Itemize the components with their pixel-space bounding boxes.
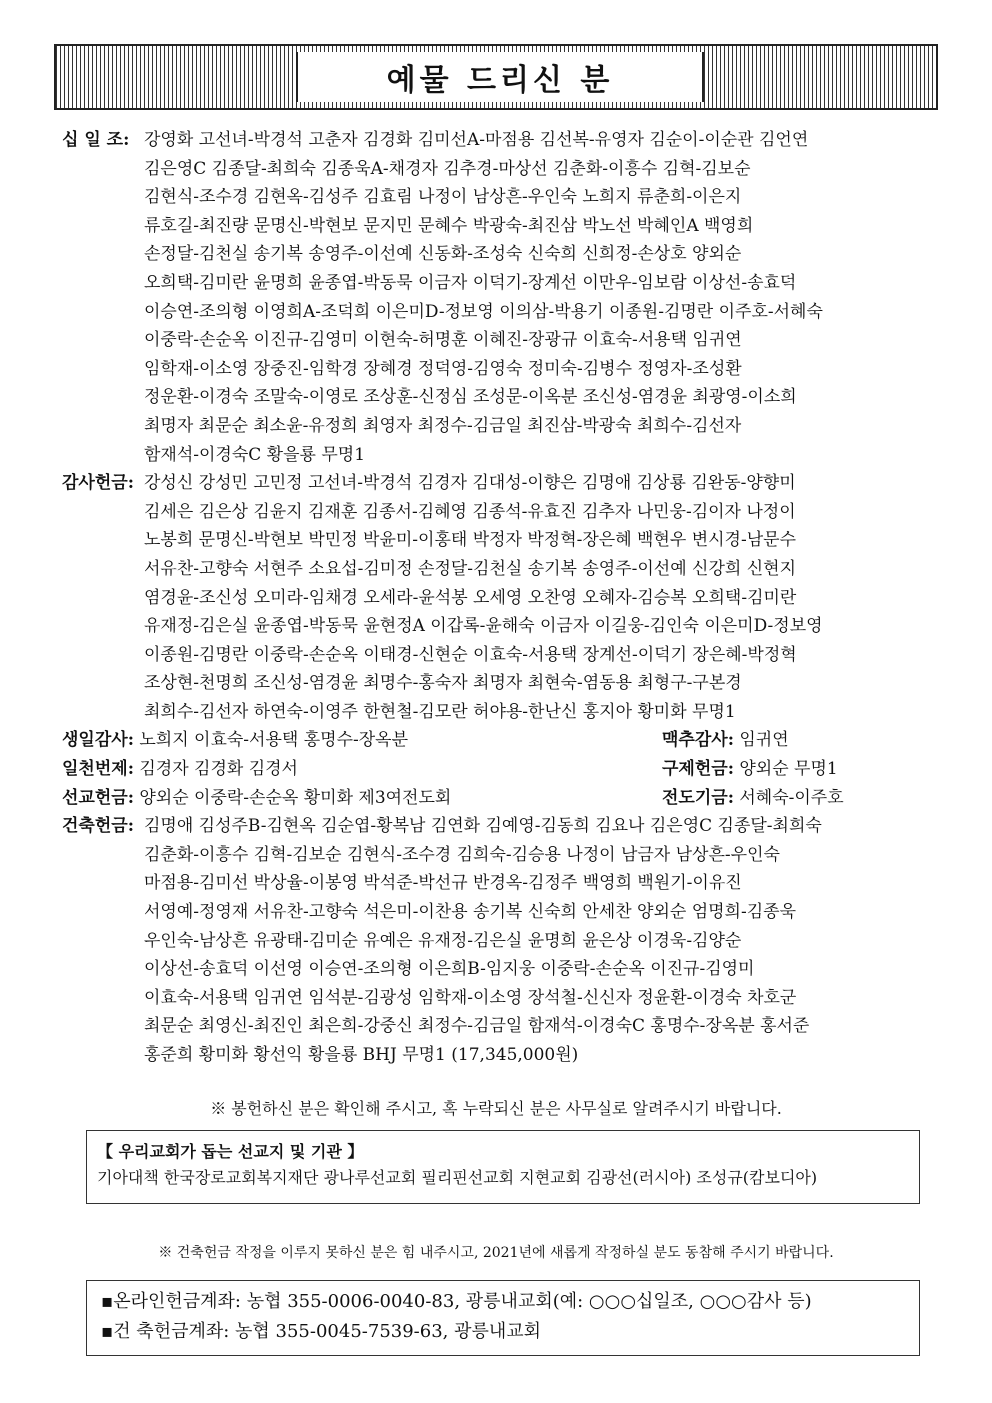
name-line: 김현식-조수경 김현옥-김성주 김효림 나정이 남상흔-우인숙 노희지 류춘희-이은지 — [144, 187, 742, 208]
building-account-line: ▪건 축헌금계좌: 농협 355-0045-7539-63, 광릉내교회 — [101, 1321, 542, 1342]
name-line: 이종원-김명란 이중락-손순옥 이태경-신현순 이효숙-서용택 장계선-이덕기 장은혜-박정혁 — [144, 644, 797, 665]
name-line: 이승연-조의형 이영희A-조덕희 이은미D-정보영 이의삼-박용기 이종원-김명란 이주호-서혜숙 — [144, 301, 823, 322]
building-pledge-note: ※ 건축헌금 작정을 이루지 못하신 분은 힘 내주시고, 2021년에 새롭게 작정하실 분도 동참해 주시기 바랍니다. — [158, 1245, 834, 1261]
name-line: 조상현-천명희 조신성-염경윤 최명수-홍숙자 최명자 최현숙-염동용 최형구-구본경 — [144, 673, 742, 694]
section-names — [144, 812, 942, 1069]
name-line: 서영예-정영재 서유찬-고향숙 석은미-이찬용 송기복 신숙희 안세찬 양외순 엄명희-김종욱 — [144, 902, 796, 923]
name-line: 염경윤-조신성 오미라-임채경 오세라-윤석봉 오세영 오찬영 오혜자-김승복 오희택-김미란 — [144, 587, 797, 608]
name-line: 김세은 김은상 김윤지 김재훈 김종서-김혜영 김종석-유효진 김추자 나민웅-김이자 나정이 — [144, 501, 796, 522]
section-thanks — [62, 469, 942, 726]
online-account-line: ▪온라인헌금계좌: 농협 355-0006-0040-83, 광릉내교회(예: ○○○십일조, ○○○감사 등) — [101, 1291, 812, 1312]
section-label: 감사헌금: — [62, 473, 134, 494]
name-line: 이효숙-서용택 임귀연 임석분-김광성 임학재-이소영 장석철-신신자 정윤환-이경숙 차호군 — [144, 987, 797, 1008]
section-building — [62, 812, 942, 1069]
offering-list — [62, 126, 942, 1070]
name-line: 우인숙-남상흔 유광태-김미순 유예은 유재정-김은실 윤명희 윤은상 이경욱-김양순 — [144, 930, 742, 951]
mission-heading: 【 우리교회가 돕는 선교지 및 기관 】 — [97, 1142, 364, 1161]
name-line: 오희택-김미란 윤명희 윤종엽-박동묵 이금자 이덕기-장계선 이만우-임보람 이상선-송효덕 — [144, 272, 797, 293]
section-names — [144, 469, 942, 726]
section-names: 노희지 이효숙-서용택 홍명수-장옥분 — [139, 730, 409, 751]
name-line: 김은영C 김종달-최희숙 김종욱A-채경자 김추경-마상선 김춘화-이흥수 김혁-김보순 — [144, 158, 751, 179]
mission-box — [86, 1130, 920, 1204]
name-line: 김명애 김성주B-김현옥 김순엽-황복남 김연화 김예영-김동희 김요나 김은영C 김종달-최희숙 — [144, 816, 822, 837]
name-line: 홍준희 황미화 황선익 황을룡 BHJ 무명1 (17,345,000원) — [144, 1045, 579, 1065]
name-line: 임학재-이소영 장중진-임학경 장혜경 정덕영-김영숙 정미숙-김병수 정영자-조성환 — [144, 358, 742, 379]
name-line: 류호길-최진량 문명신-박현보 문지민 문혜수 박광숙-최진삼 박노선 박혜인A 백영희 — [144, 215, 754, 236]
name-line: 김춘화-이흥수 김혁-김보순 김현식-조수경 김희숙-김승용 나정이 남금자 남상흔-우인숙 — [144, 844, 780, 865]
name-line: 이상선-송효덕 이선영 이승연-조의형 이은희B-임지웅 이중락-손순옥 이진규-김영미 — [144, 959, 755, 980]
section-label: 생일감사: — [62, 730, 134, 751]
section-names: 양외순 이중락-손순옥 황미화 제3여전도회 — [139, 787, 452, 808]
name-line: 최문순 최영신-최진인 최은희-강중신 최정수-김금일 함재석-이경숙C 홍명수-장옥분 홍서준 — [144, 1016, 810, 1037]
name-line: 서유찬-고향숙 서현주 소요섭-김미정 손정달-김천실 송기복 송영주-이선예 신강희 신현지 — [144, 558, 796, 579]
section-names: 양외순 무명1 — [739, 759, 838, 780]
name-line: 노봉희 문명신-박현보 박민정 박윤미-이홍태 박정자 박정혁-장은혜 백현우 변시경-남문수 — [144, 530, 796, 551]
section-label: 맥추감사: — [662, 730, 734, 751]
name-line: 최희수-김선자 하연숙-이영주 한현철-김모란 허야용-한난신 홍지아 황미화 무명1 — [144, 701, 736, 722]
section-label: 일천번제: — [62, 759, 134, 780]
pair-row — [62, 726, 942, 755]
section-names — [144, 126, 942, 469]
section-label: 선교헌금: — [62, 787, 134, 808]
page-title: 예물 드리신 분 — [296, 52, 704, 102]
name-line: 손정달-김천실 송기복 송영주-이선예 신동화-조성숙 신숙희 신희정-손상호 양외순 — [144, 244, 742, 265]
name-line: 이중락-손순옥 이진규-김영미 이현숙-허명훈 이혜진-장광규 이효숙-서용택 임귀연 — [144, 330, 742, 351]
paired-sections — [62, 726, 942, 812]
section-label: 십 일 조: — [62, 130, 130, 150]
section-label: 구제헌금: — [662, 759, 734, 780]
name-line: 강영화 고선녀-박경석 고춘자 김경화 김미선A-마점용 김선복-유영자 김순이-이순관 김언연 — [144, 130, 809, 150]
section-names: 서혜숙-이주호 — [739, 787, 844, 808]
pair-row — [62, 784, 942, 813]
name-line: 강성신 강성민 고민정 고선녀-박경석 김경자 김대성-이향은 김명애 김상룡 김완동-양향미 — [144, 473, 796, 494]
pair-row — [62, 755, 942, 784]
name-line: 정운환-이경숙 조말숙-이영로 조상훈-신정심 조성문-이옥분 조신성-염경윤 최광영-이소희 — [144, 387, 797, 408]
title-banner — [54, 44, 938, 110]
name-line: 최명자 최문순 최소윤-유정희 최영자 최정수-김금일 최진삼-박광숙 최희수-김선자 — [144, 415, 742, 436]
name-line: 함재석-이경숙C 황을룡 무명1 — [144, 444, 366, 465]
name-line: 유재정-김은실 윤종엽-박동묵 윤현정A 이갑록-윤해숙 이금자 이길웅-김인숙 이은미D-정보영 — [144, 616, 823, 637]
section-tithe — [62, 126, 942, 469]
mission-list: 기아대책 한국장로교회복지재단 광나루선교회 필리핀선교회 지현교회 김광선(러시아) 조성규(캄보디아) — [97, 1168, 818, 1187]
section-names: 임귀연 — [739, 730, 789, 751]
confirmation-note: ※ 봉헌하신 분은 확인해 주시고, 혹 누락되신 분은 사무실로 알려주시기 바랍니다. — [210, 1099, 782, 1118]
section-label: 전도기금: — [662, 787, 734, 808]
account-box — [86, 1280, 920, 1356]
section-names: 김경자 김경화 김경서 — [139, 759, 298, 780]
section-label: 건축헌금: — [62, 816, 134, 837]
name-line: 마점용-김미선 박상율-이봉영 박석준-박선규 반경옥-김정주 백영희 백원기-이유진 — [144, 873, 742, 894]
